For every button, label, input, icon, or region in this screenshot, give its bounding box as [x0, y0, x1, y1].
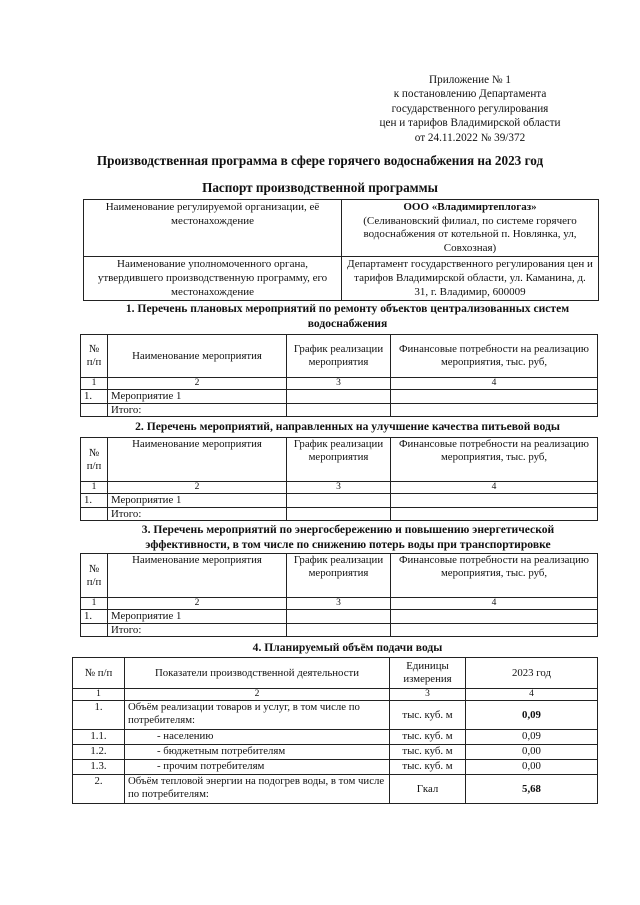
col-schedule-header: График реализации мероприятия: [287, 438, 391, 482]
col-name-header: Наименование мероприятия: [108, 554, 287, 598]
col-number: 4: [466, 689, 598, 701]
col-number: 4: [391, 378, 598, 390]
row-value: 0,00: [466, 760, 598, 775]
table-row: [73, 730, 598, 745]
table-row: [81, 610, 598, 624]
org-name: ООО «Владимиртеплогаз»: [403, 201, 537, 213]
annex-block: [356, 73, 584, 145]
section-2-table: [80, 437, 598, 521]
row-finance: [391, 494, 598, 508]
section-4-title: 4. Планируемый объём подачи воды: [252, 641, 443, 654]
row-name: Мероприятие 1: [108, 390, 287, 404]
row-unit: тыс. куб. м: [390, 701, 466, 730]
annex-line: от 24.11.2022 № 39/372: [414, 131, 526, 144]
col-number: 1: [73, 689, 125, 701]
table-row: [73, 760, 598, 775]
col-number: 1: [81, 482, 108, 494]
row-num: 1.2.: [73, 745, 125, 760]
row-indicator: Объём тепловой энергии на подогрев воды, в том числе по потребителям:: [125, 775, 390, 804]
col-number: 2: [108, 598, 287, 610]
row-schedule: [287, 610, 391, 624]
section-2-title: 2. Перечень мероприятий, направленных на улучшение качества питьевой воды: [135, 420, 560, 433]
col-indicator-header: Показатели производственной деятельности: [125, 658, 390, 689]
col-finance-header: Финансовые потребности на реализацию мероприятия, тыс. руб,: [391, 554, 598, 598]
volume-table: [72, 657, 598, 804]
col-number: 2: [125, 689, 390, 701]
col-finance-header: Финансовые потребности на реализацию мероприятия, тыс. руб,: [391, 438, 598, 482]
row-num: 1.: [81, 390, 108, 404]
col-number: 3: [287, 378, 391, 390]
col-number: 3: [287, 482, 391, 494]
col-num-header: № п/п: [81, 438, 108, 482]
row-num: [81, 507, 108, 521]
col-number: 3: [390, 689, 466, 701]
row-finance: [391, 390, 598, 404]
col-num-header: № п/п: [73, 658, 125, 689]
row-finance: [391, 403, 598, 417]
annex-line: цен и тарифов Владимирской области: [379, 117, 561, 130]
row-num: [81, 403, 108, 417]
row-name: Мероприятие 1: [108, 610, 287, 624]
col-num-header: № п/п: [81, 335, 108, 378]
col-number: 4: [391, 482, 598, 494]
row-indicator: - бюджетным потребителям: [125, 745, 390, 760]
row-schedule: [287, 623, 391, 637]
section-1-title: 1. Перечень плановых мероприятий по ремонту объектов централизованных систем водоснабжения: [125, 302, 570, 330]
section-3-table: [80, 553, 598, 637]
passport-value: Департамент государственного регулирования цен и тарифов Владимирской области, ул. Каманина, д. 31, г. Владимир, 600009: [342, 257, 599, 301]
row-finance: [391, 610, 598, 624]
passport-label: Наименование регулируемой организации, её местонахождение: [84, 200, 342, 257]
row-indicator: - прочим потребителям: [125, 760, 390, 775]
row-num: 1.: [81, 494, 108, 508]
row-value: 5,68: [466, 775, 598, 804]
annex-line: Приложение № 1: [429, 74, 511, 86]
row-num: 1.: [81, 610, 108, 624]
row-num: 1.1.: [73, 730, 125, 745]
row-name: Итого:: [108, 403, 287, 417]
row-num: 1.: [73, 701, 125, 730]
table-row: [81, 507, 598, 521]
table-row: [81, 494, 598, 508]
row-finance: [391, 623, 598, 637]
col-number: 4: [391, 598, 598, 610]
col-number: 2: [108, 378, 287, 390]
col-schedule-header: График реализации мероприятия: [287, 335, 391, 378]
row-indicator: - населению: [125, 730, 390, 745]
row-finance: [391, 507, 598, 521]
row-num: [81, 623, 108, 637]
table-row: [81, 623, 598, 637]
col-number: 1: [81, 378, 108, 390]
table-row: [73, 745, 598, 760]
table-row: [73, 775, 598, 804]
passport-title: Паспорт производственной программы: [202, 180, 438, 195]
row-unit: тыс. куб. м: [390, 760, 466, 775]
annex-line: государственного регулирования: [391, 102, 549, 115]
col-number: 1: [81, 598, 108, 610]
col-num-header: № п/п: [81, 554, 108, 598]
row-unit: тыс. куб. м: [390, 730, 466, 745]
section-3-title: 3. Перечень мероприятий по энергосбережению и повышению энергетической эффективности, в том числе по снижению потерь воды при транспортировке: [141, 523, 555, 551]
col-name-header: Наименование мероприятия: [108, 335, 287, 378]
row-num: 2.: [73, 775, 125, 804]
row-schedule: [287, 403, 391, 417]
row-name: Итого:: [108, 507, 287, 521]
row-name: Итого:: [108, 623, 287, 637]
col-unit-header: Единицы измерения: [390, 658, 466, 689]
col-number: 3: [287, 598, 391, 610]
annex-line: к постановлению Департамента: [393, 88, 547, 101]
row-value: 0,09: [466, 701, 598, 730]
passport-value: [342, 200, 599, 257]
col-name-header: Наименование мероприятия: [108, 438, 287, 482]
col-finance-header: Финансовые потребности на реализацию мероприятия, тыс. руб,: [391, 335, 598, 378]
row-schedule: [287, 390, 391, 404]
section-1-table: [80, 334, 598, 417]
table-row: [73, 701, 598, 730]
passport-table: [83, 199, 599, 301]
passport-row: [84, 200, 599, 257]
col-year-header: 2023 год: [466, 658, 598, 689]
document-title: Производственная программа в сфере горячего водоснабжения на 2023 год: [96, 153, 544, 168]
passport-label: Наименование уполномоченного органа, утвердившего производственную программу, его местонахождение: [84, 257, 342, 301]
row-indicator: Объём реализации товаров и услуг, в том числе по потребителям:: [125, 701, 390, 730]
col-schedule-header: График реализации мероприятия: [287, 554, 391, 598]
org-details: (Селивановский филиал, по системе горячего водоснабжения от котельной п. Новлянка, ул, Совхозная): [363, 214, 577, 254]
row-value: 0,09: [466, 730, 598, 745]
table-row: [81, 390, 598, 404]
table-row: [81, 403, 598, 417]
col-number: 2: [108, 482, 287, 494]
passport-row: [84, 257, 599, 301]
row-schedule: [287, 494, 391, 508]
row-name: Мероприятие 1: [108, 494, 287, 508]
row-num: 1.3.: [73, 760, 125, 775]
row-unit: Гкал: [390, 775, 466, 804]
row-schedule: [287, 507, 391, 521]
row-unit: тыс. куб. м: [390, 745, 466, 760]
row-value: 0,00: [466, 745, 598, 760]
